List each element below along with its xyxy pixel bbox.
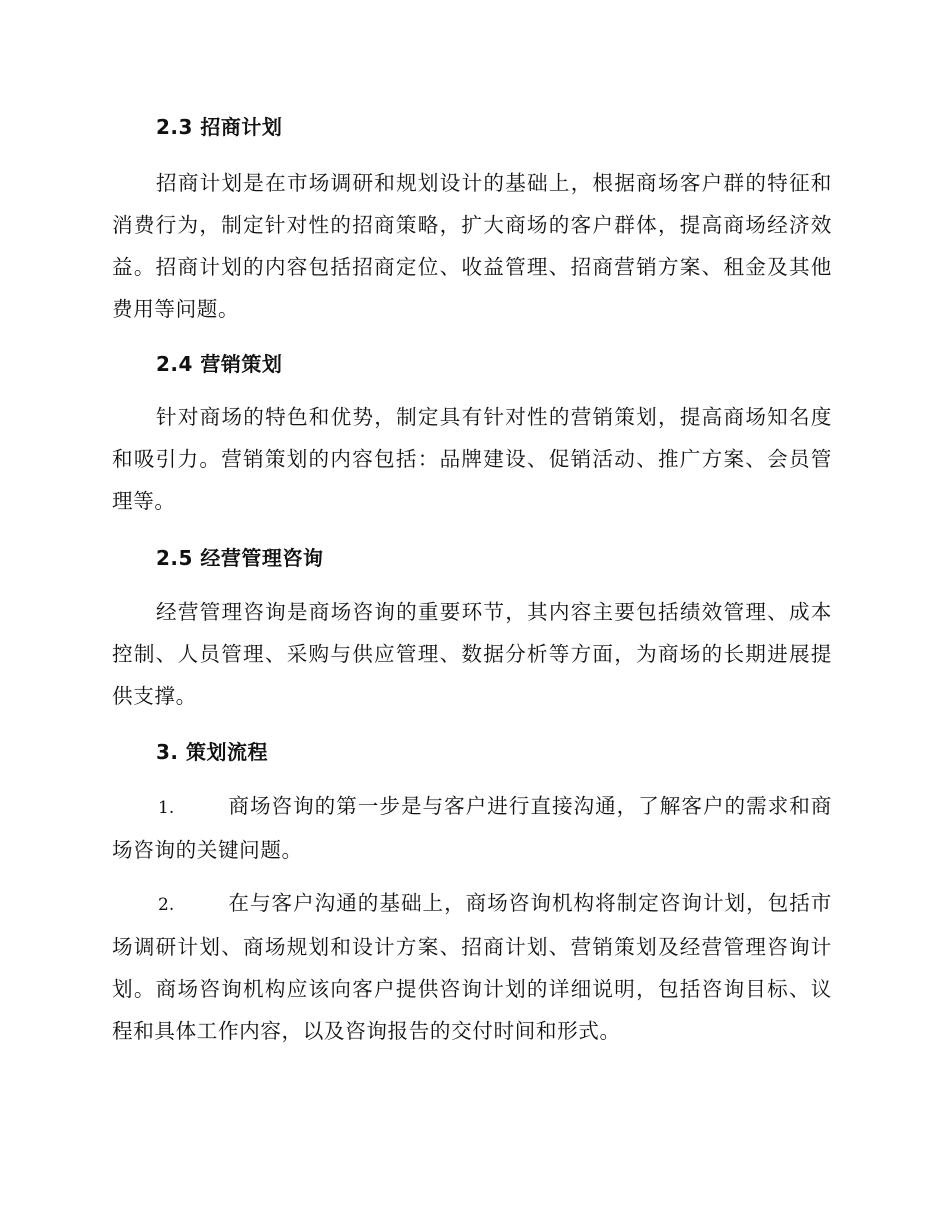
- section-body-2-4: 针对商场的特色和优势，制定具有针对性的营销策划，提高商场知名度和吸引力。营销策划的内容包括：品牌建设、促销活动、推广方案、会员管理等。: [112, 405, 832, 513]
- list-item-text: 商场咨询的第一步是与客户进行直接沟通，了解客户的需求和商场咨询的关键问题。: [112, 794, 832, 862]
- list-item: [112, 882, 832, 1052]
- section-heading-2-4: 2.4 营销策划: [156, 352, 283, 376]
- list-item-text: 在与客户沟通的基础上，商场咨询机构将制定咨询计划，包括市场调研计划、商场规划和设计方案、招商计划、营销策划及经营管理咨询计划。商场咨询机构应该向客户提供咨询计划的详细说明，包括咨询目标、议程和具体工作内容，以及咨询报告的交付时间和形式。: [112, 891, 832, 1043]
- section-body-2-3: 招商计划是在市场调研和规划设计的基础上，根据商场客户群的特征和消费行为，制定针对性的招商策略，扩大商场的客户群体，提高商场经济效益。招商计划的内容包括招商定位、收益管理、招商营销方案、租金及其他费用等问题。: [112, 171, 832, 321]
- list-item: [112, 785, 832, 871]
- list-item-number: 1.: [158, 798, 175, 818]
- list-item-number: 2.: [158, 895, 175, 915]
- section-body-2-5: 经营管理咨询是商场咨询的重要环节，其内容主要包括绩效管理、成本控制、人员管理、采购与供应管理、数据分析等方面，为商场的长期进展提供支撑。: [112, 600, 832, 708]
- section-heading-2-3: 2.3 招商计划: [156, 115, 283, 139]
- section-heading-2-5: 2.5 经营管理咨询: [156, 546, 324, 570]
- section-heading-3: 3. 策划流程: [156, 740, 268, 764]
